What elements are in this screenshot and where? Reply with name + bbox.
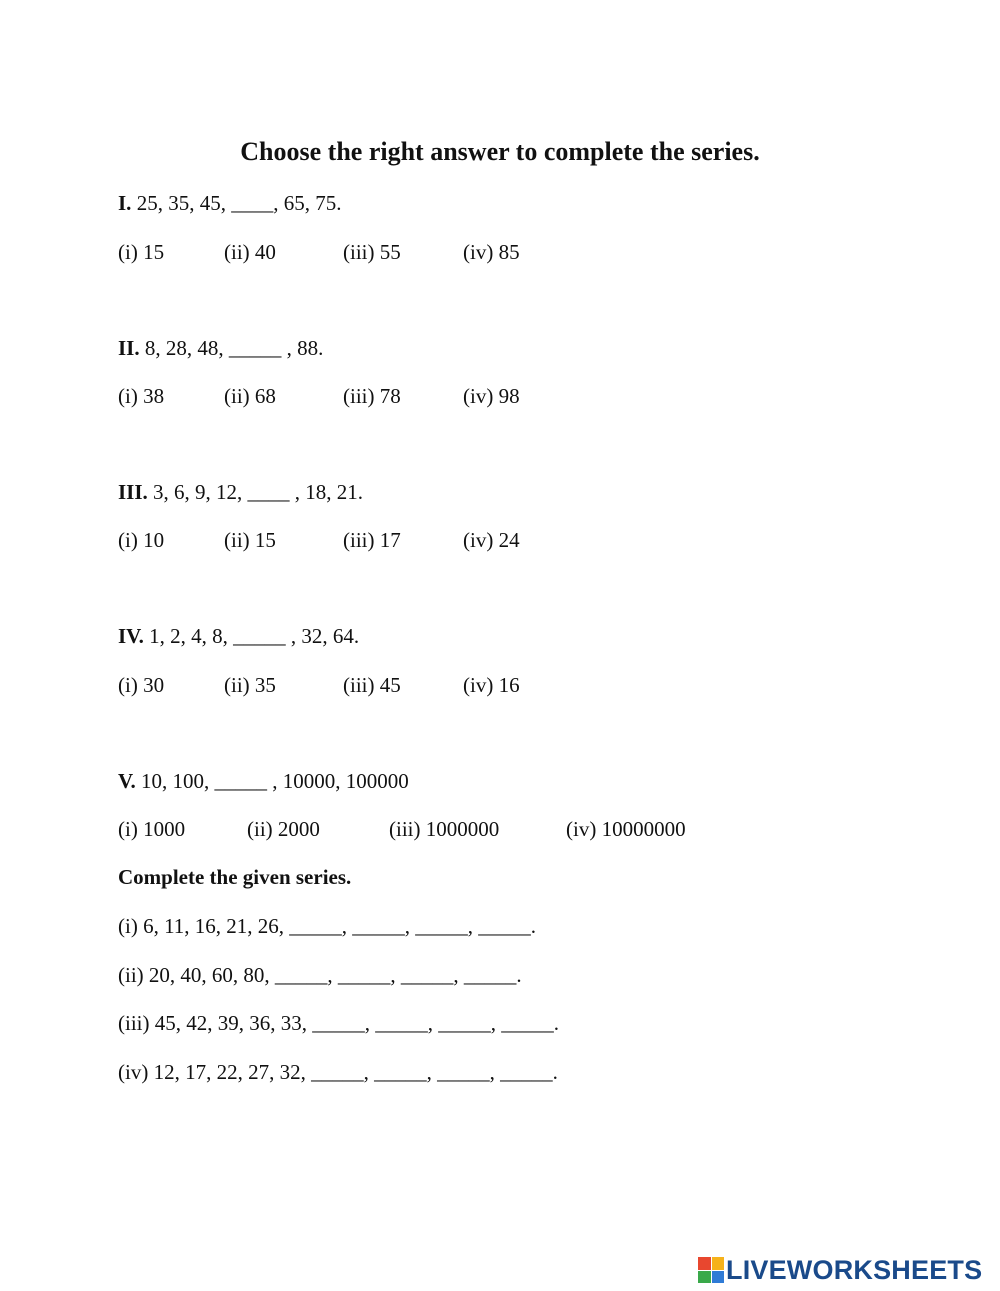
option[interactable]: (i) 1000 (118, 817, 186, 841)
question-5 (118, 768, 409, 794)
question-text: 10, 100, _____ , 10000, 100000 (140, 769, 409, 793)
options-4 (118, 672, 818, 698)
option[interactable]: (ii) 15 (224, 528, 276, 552)
option[interactable]: (iii) 78 (343, 384, 401, 408)
option[interactable]: (iv) 10000000 (566, 817, 686, 841)
question-text: 1, 2, 4, 8, _____ , 32, 64. (149, 624, 360, 648)
question-1 (118, 190, 341, 216)
question-text: 8, 28, 48, _____ , 88. (144, 336, 324, 360)
series-item[interactable]: (iv) 12, 17, 22, 27, 32, _____, _____, _____, _____. (118, 1060, 558, 1084)
option[interactable]: (iv) 24 (463, 528, 520, 552)
series-item[interactable]: (i) 6, 11, 16, 21, 26, _____, _____, _____, _____. (118, 914, 537, 938)
option[interactable]: (ii) 35 (224, 673, 276, 697)
question-4 (118, 623, 359, 649)
option[interactable]: (ii) 40 (224, 240, 276, 264)
option[interactable]: (iv) 16 (463, 673, 520, 697)
series-item[interactable]: (iii) 45, 42, 39, 36, 33, _____, _____, _____, _____. (118, 1011, 559, 1035)
question-2 (118, 335, 323, 361)
option[interactable]: (i) 30 (118, 673, 165, 697)
question-text: 25, 35, 45, ____, 65, 75. (136, 191, 342, 215)
logo-squares-icon (698, 1257, 724, 1283)
question-number: IV. (118, 624, 144, 648)
options-1 (118, 239, 818, 265)
section-title: Complete the given series. (118, 865, 352, 889)
logo-text: LIVEWORKSHEETS (726, 1254, 983, 1285)
option[interactable]: (ii) 68 (224, 384, 276, 408)
question-text: 3, 6, 9, 12, ____ , 18, 21. (153, 480, 364, 504)
series-item[interactable]: (ii) 20, 40, 60, 80, _____, _____, _____, _____. (118, 963, 522, 987)
page-title: Choose the right answer to complete the series. (240, 137, 760, 166)
option[interactable]: (iv) 85 (463, 240, 520, 264)
question-number: II. (118, 336, 140, 360)
option[interactable]: (ii) 2000 (247, 817, 320, 841)
question-number: V. (118, 769, 136, 793)
option[interactable]: (i) 10 (118, 528, 165, 552)
question-number: I. (118, 191, 132, 215)
options-5 (118, 816, 818, 842)
option[interactable]: (iii) 17 (343, 528, 401, 552)
options-2 (118, 383, 818, 409)
option[interactable]: (iv) 98 (463, 384, 520, 408)
option[interactable]: (iii) 45 (343, 673, 401, 697)
liveworksheets-logo (698, 1255, 982, 1285)
options-3 (118, 527, 818, 553)
option[interactable]: (iii) 55 (343, 240, 401, 264)
option[interactable]: (i) 38 (118, 384, 165, 408)
option[interactable]: (i) 15 (118, 240, 165, 264)
question-number: III. (118, 480, 148, 504)
option[interactable]: (iii) 1000000 (389, 817, 500, 841)
question-3 (118, 479, 363, 505)
